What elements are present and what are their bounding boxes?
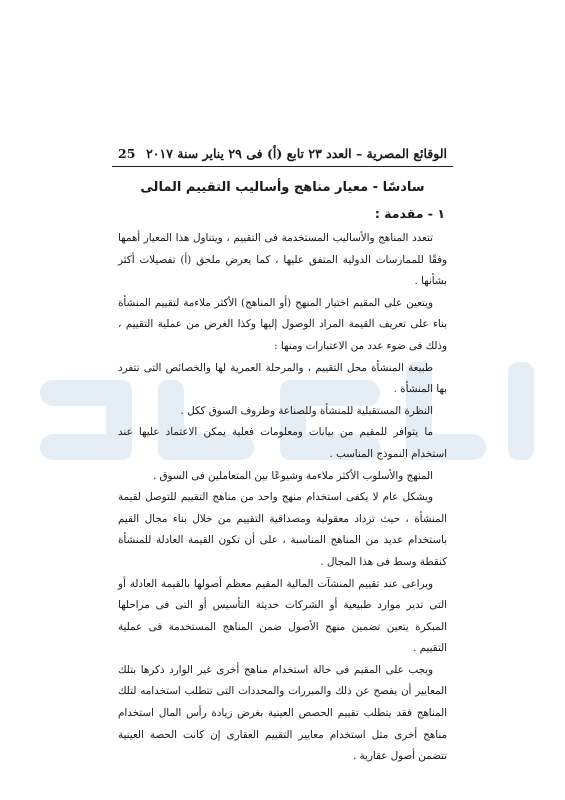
- header-title: الوقائع المصرية – العدد ٢٣ تابع (أ) فى ٢٩ يناير سنة ٢٠١٧: [146, 146, 447, 161]
- list-item: المنهج والأسلوب الأكثر ملاءمة وشيوعًا بين المتعاملين فى السوق .: [152, 469, 433, 482]
- paragraph: ويتعين على المقيم اختيار المنهج (أو المناهج) الأكثر ملاءمة لتقييم المنشأة بناء على تعريف القيمة المراد الوصول إليها وكذا الغرض من عملية التقييم ، وذلك فى ضوء عدد من الاعتبارات ومنها :: [118, 296, 447, 352]
- paragraph: ويجب على المقيم فى حالة استخدام مناهج أخرى غير الوارد ذكرها بتلك المعايير أن يفصح عن ذلك والمبررات والمحددات التى تتطلب استخدامه لتلك المناهج فقد يتطلب تقييم الحصص العينية بغرض زيادة رأس المال استخدام مناهج أخرى مثل استخدام معايير التقييم العقارى إن كانت الحصة العينية تتضمن أصول عقارية .: [118, 663, 447, 763]
- list-item: النظرة المستقبلية للمنشأة وللصناعة وظروف السوق ككل .: [180, 404, 433, 417]
- paragraph: تتعدد المناهج والأساليب المستخدمة فى التقييم ، ويتناول هذا المعيار أهمها وفقًا للممارسات الدولية المتفق عليها ، كما يعرض ملحق (أ) تفصيلات أكثر بشأنها .: [118, 232, 447, 288]
- subsection-heading: ١ - مقدمة :: [374, 206, 445, 221]
- page-number: 25: [118, 146, 136, 161]
- body-text: [118, 228, 447, 768]
- list-item: ما يتوافر للمقيم من بيانات ومعلومات فعلية يمكن الاعتماد عليها عند استخدام النموذج المناسب .: [118, 426, 447, 460]
- paragraph: ويشكل عام لا يكفى استخدام منهج واحد من مناهج التقييم للتوصل لقيمة المنشأة ، حيث تزداد معقولية ومصداقية التقييم من خلال بناء مجال القيم باستخدام عديد من المناهج المناسبة ، على أن تكون القيمة العادلة للمنشأة كنقطة وسط فى هذا المجال .: [118, 491, 447, 568]
- header-rule: [112, 166, 453, 167]
- running-header: [118, 146, 447, 161]
- list-item: طبيعة المنشأة محل التقييم ، والمرحلة العمرية لها والخصائص التى تتفرد بها المنشأة .: [118, 361, 447, 396]
- paragraph: ويراعى عند تقييم المنشآت المالية المقيم معظم أصولها بالقيمة العادلة أو التى تدير موارد طبيعية أو الشركات حديثة التأسيس أو التى فى مراحلها المبكرة يتعين تضمين منهج الأصول ضمن المناهج المستخدمة فى عملية التقييم .: [118, 577, 447, 655]
- section-title: سادسًا - معيار مناهج وأساليب التقييم المالى: [140, 180, 425, 195]
